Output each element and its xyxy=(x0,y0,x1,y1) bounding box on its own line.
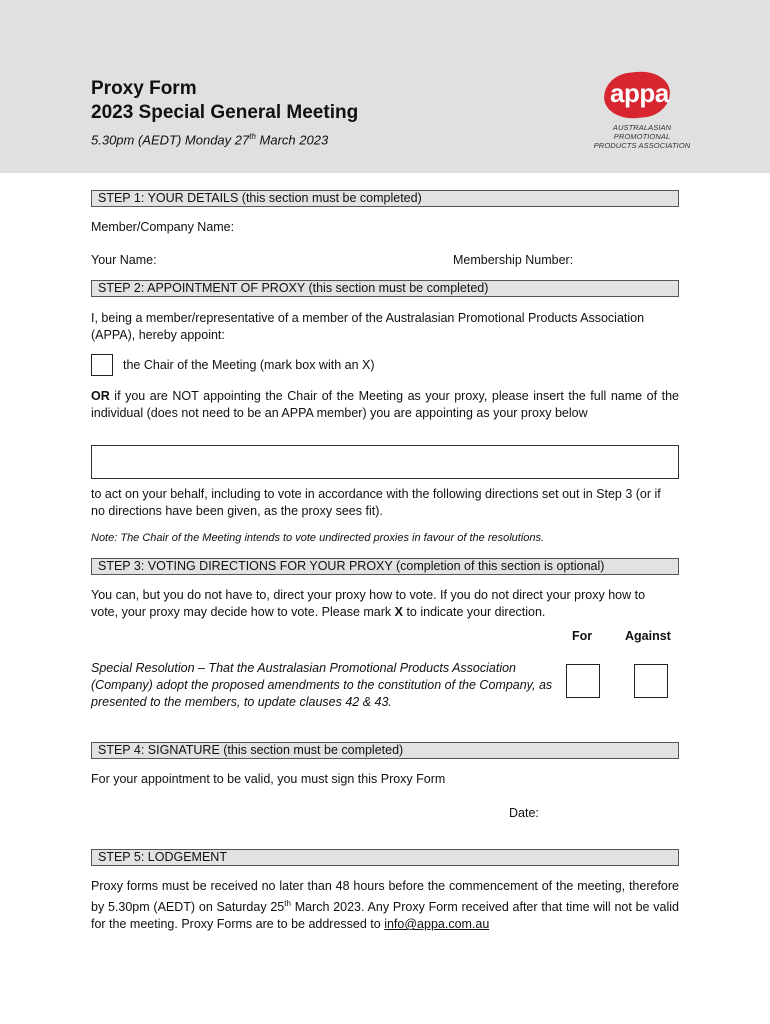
against-label: Against xyxy=(625,629,671,643)
step5-heading: STEP 5: LODGEMENT xyxy=(91,849,679,866)
member-company-label: Member/Company Name: xyxy=(91,220,235,234)
membership-number-label: Membership Number: xyxy=(453,253,574,267)
step1-heading: STEP 1: YOUR DETAILS (this section must be completed) xyxy=(91,190,679,207)
or-paragraph: OR if you are NOT appointing the Chair of the Meeting as your proxy, please insert the full name of the individual (does not need to be an APPA member) you are appointing as your proxy below xyxy=(91,389,679,420)
appoint-intro: I, being a member/representative of a member of the Australasian Promotional Products Association (APPA), hereby appoint: xyxy=(91,311,645,342)
step4-heading: STEP 4: SIGNATURE (this section must be completed) xyxy=(91,742,679,759)
chair-checkbox[interactable] xyxy=(91,354,113,376)
chair-note: Note: The Chair of the Meeting intends to vote undirected proxies in favour of the resolutions. xyxy=(91,532,545,544)
special-resolution-text: Special Resolution – That the Australasian Promotional Products Association (Company) adopt the proposed amendments to the constitution of the Company, as presented to the members, to update clauses 42 & 43. xyxy=(91,661,553,709)
logo-subtitle: AUSTRALASIAN PROMOTIONAL PRODUCTS ASSOCIATION xyxy=(593,123,691,150)
step2-heading: STEP 2: APPOINTMENT OF PROXY (this section must be completed) xyxy=(91,280,679,297)
proxy-name-field[interactable] xyxy=(91,445,679,479)
form-title: Proxy Form xyxy=(91,78,197,99)
your-name-label: Your Name: xyxy=(91,253,157,267)
voting-intro: You can, but you do not have to, direct your proxy how to vote. If you do not direct your proxy how to vote, your proxy may decide how to vote. Please mark X to indicate your direction. xyxy=(91,588,646,619)
for-checkbox[interactable] xyxy=(566,664,600,698)
date-label: Date: xyxy=(509,806,539,820)
email-link[interactable]: info@appa.com.au xyxy=(384,917,490,932)
for-label: For xyxy=(572,629,593,643)
meeting-date: 5.30pm (AEDT) Monday 27th March 2023 xyxy=(91,132,329,148)
appa-logo xyxy=(586,72,696,150)
step3-heading: STEP 3: VOTING DIRECTIONS FOR YOUR PROXY (completion of this section is optional) xyxy=(91,558,679,575)
lodgement-text: Proxy forms must be received no later than 48 hours before the commencement of the meeting, therefore by 5.30pm (AEDT) on Saturday 25th March 2023. Any Proxy Form received after that time will not be valid for the meeting. Proxy Forms are to be addressed to info@appa.com.au xyxy=(91,879,679,932)
meeting-title: 2023 Special General Meeting xyxy=(91,102,359,123)
against-checkbox[interactable] xyxy=(634,664,668,698)
act-on-behalf-text: to act on your behalf, including to vote in accordance with the following directions set out in Step 3 (or if no directions have been given, as the proxy sees fit). xyxy=(91,487,661,518)
chair-option-label: the Chair of the Meeting (mark box with an X) xyxy=(123,358,375,372)
signature-instruction: For your appointment to be valid, you must sign this Proxy Form xyxy=(91,772,446,786)
logo-wordmark: appa xyxy=(610,78,669,108)
